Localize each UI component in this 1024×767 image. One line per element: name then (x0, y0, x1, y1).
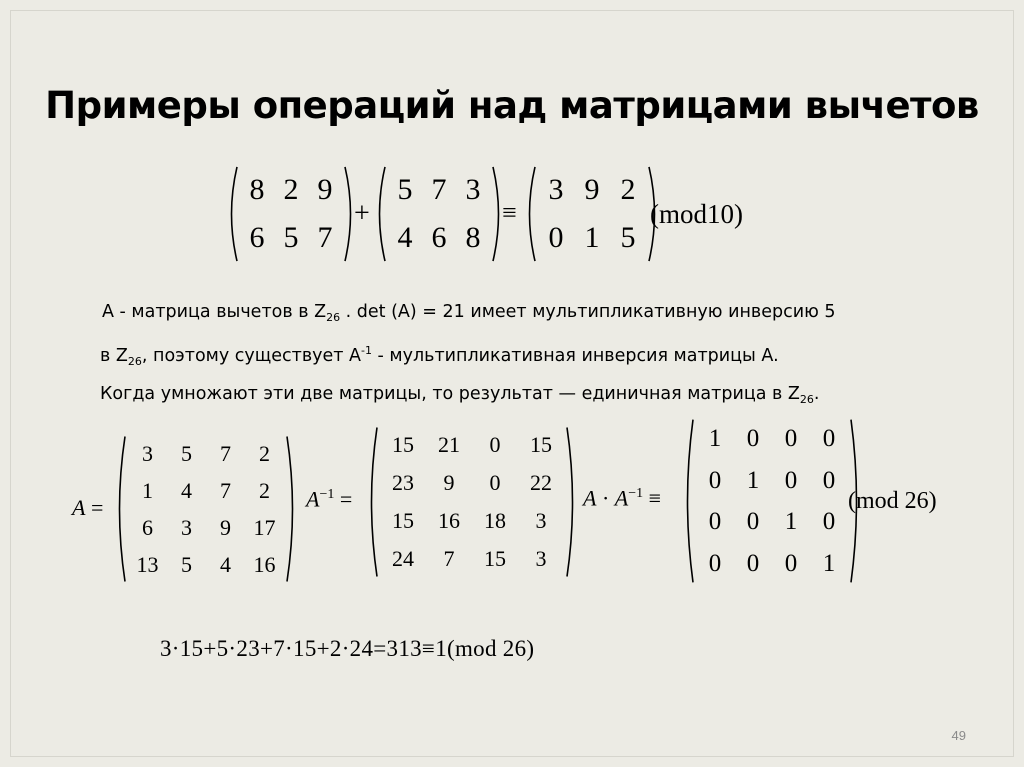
matrix-cell: 5 (181, 440, 192, 466)
matrix-cell: 0 (489, 470, 501, 495)
equals-sign: = (339, 486, 353, 512)
text-fragment: - мультипликативная инверсия матрицы A. (371, 346, 779, 366)
matrix-cell: 1 (822, 549, 836, 577)
matrix-cell: 16 (438, 508, 460, 533)
equiv-sign: ≡ (502, 198, 517, 227)
matrix-a (112, 435, 300, 583)
matrix-grid (538, 166, 646, 262)
matrix-cell: 24 (392, 546, 414, 571)
variable-a: A (306, 486, 320, 512)
matrix-cell: 13 (136, 551, 159, 577)
matrix-cell: 4 (397, 221, 413, 254)
matrix-cell: 0 (708, 508, 722, 536)
matrix-addend-2 (372, 166, 506, 262)
superscript-inverse: -1 (360, 344, 372, 357)
explanation-paragraph (102, 296, 982, 416)
matrix-cell: 21 (438, 432, 460, 457)
matrix-cell: 22 (530, 470, 552, 495)
variable-a: A (72, 495, 86, 520)
matrix-cell: 7 (431, 173, 447, 206)
paragraph-line-1 (102, 296, 982, 334)
matrix-sum (522, 166, 662, 262)
text-fragment: , поэтому существует A (141, 346, 361, 366)
matrix-cell: 8 (465, 221, 481, 254)
matrix-cell: 5 (620, 221, 636, 254)
left-paren (680, 418, 696, 584)
left-paren (224, 166, 240, 262)
matrix-cell: 7 (317, 221, 333, 254)
matrix-cell: 3 (142, 440, 153, 466)
matrix-grid (380, 426, 564, 578)
left-paren (364, 426, 380, 578)
right-paren (284, 435, 300, 583)
equiv-sign: ≡ (648, 485, 662, 511)
matrix-cell: 5 (397, 173, 413, 206)
matrix-grid (128, 435, 284, 583)
matrix-cell: 1 (584, 221, 600, 254)
matrix-cell: 1 (142, 477, 153, 503)
text-fragment: в Z (100, 346, 128, 366)
matrix-cell: 7 (443, 546, 455, 571)
matrix-cell: 5 (283, 221, 299, 254)
matrix-grid (696, 418, 848, 584)
matrix-cell: 9 (317, 173, 333, 206)
matrix-cell: 6 (142, 514, 153, 540)
matrix-cell: 0 (784, 549, 798, 577)
matrix-cell: 7 (220, 440, 231, 466)
matrix-cell: 15 (392, 432, 414, 457)
matrix-grid (388, 166, 490, 262)
matrix-cell: 0 (746, 508, 760, 536)
matrix-cell: 0 (822, 425, 836, 453)
matrix-cell: 3 (465, 173, 481, 206)
subscript-26: 26 (799, 393, 814, 406)
left-paren (372, 166, 388, 262)
matrix-cell: 0 (489, 432, 501, 457)
text-fragment: A - матрица вычетов в Z (102, 302, 327, 322)
matrix-cell: 0 (708, 549, 722, 577)
matrix-cell: 2 (259, 477, 270, 503)
matrix-cell: 6 (249, 221, 265, 254)
matrix-cell: 1 (784, 508, 798, 536)
variable-a: A (614, 485, 629, 511)
identity-matrix (680, 418, 864, 584)
calculation-line: 3·15+5·23+7·15+2·24=313≡1(mod 26) (160, 636, 535, 661)
equals-sign: = (90, 495, 104, 520)
matrix-cell: 0 (708, 466, 722, 494)
paragraph-line-3 (100, 378, 982, 416)
matrix-cell: 3 (181, 514, 192, 540)
matrix-cell: 0 (746, 549, 760, 577)
plus-sign: + (354, 198, 370, 229)
matrix-cell: 1 (746, 466, 760, 494)
matrix-cell: 3 (535, 546, 547, 571)
variable-a: A (583, 485, 597, 511)
right-paren (564, 426, 580, 578)
superscript-minus-one: −1 (319, 487, 335, 502)
matrix-cell: 0 (784, 466, 798, 494)
matrix-cell: 3 (535, 508, 547, 533)
subscript-26: 26 (127, 355, 142, 368)
matrix-a-inverse-label (306, 488, 352, 510)
matrix-cell: 8 (249, 173, 265, 206)
matrix-a-inverse (364, 426, 580, 578)
matrix-cell: 17 (253, 514, 276, 540)
matrix-cell: 7 (220, 477, 231, 503)
text-fragment: . (813, 384, 820, 404)
matrix-cell: 5 (181, 551, 192, 577)
matrix-cell: 0 (784, 425, 798, 453)
matrix-cell: 4 (220, 551, 231, 577)
matrix-cell: 18 (484, 508, 506, 533)
matrix-cell: 6 (431, 221, 447, 254)
matrix-grid (240, 166, 342, 262)
superscript-minus-one: −1 (628, 486, 644, 501)
page-number: 49 (951, 728, 966, 743)
subscript-26: 26 (326, 311, 341, 324)
matrix-cell: 0 (548, 221, 564, 254)
text-fragment: Когда умножают эти две матрицы, то результат — единичная матрица в Z (100, 384, 800, 404)
matrix-cell: 0 (746, 425, 760, 453)
matrix-cell: 15 (392, 508, 414, 533)
matrix-addend-1 (224, 166, 358, 262)
matrix-cell: 2 (259, 440, 270, 466)
matrix-cell: 0 (822, 508, 836, 536)
matrix-cell: 2 (283, 173, 299, 206)
matrix-cell: 15 (484, 546, 506, 571)
mod-10-label: (mod10) (650, 199, 743, 229)
left-paren (112, 435, 128, 583)
product-label (583, 487, 661, 509)
matrix-a-label (72, 497, 103, 519)
matrix-cell: 9 (220, 514, 231, 540)
matrix-cell: 1 (708, 425, 722, 453)
matrix-cell: 2 (620, 173, 636, 206)
matrix-cell: 9 (443, 470, 455, 495)
matrix-cell: 15 (530, 432, 552, 457)
slide-title: Примеры операций над матрицами вычетов (45, 84, 979, 127)
mod-26-label: (mod 26) (848, 488, 937, 514)
matrix-cell: 23 (392, 470, 414, 495)
matrix-cell: 4 (181, 477, 192, 503)
matrix-cell: 9 (584, 173, 600, 206)
text-fragment: . det (A) = 21 имеет мультипликативную инверсию 5 (340, 302, 836, 322)
paragraph-line-2 (100, 334, 982, 378)
matrix-cell: 16 (253, 551, 276, 577)
matrix-cell: 0 (822, 466, 836, 494)
left-paren (522, 166, 538, 262)
dot-operator: · (601, 485, 610, 511)
matrix-cell: 3 (548, 173, 564, 206)
